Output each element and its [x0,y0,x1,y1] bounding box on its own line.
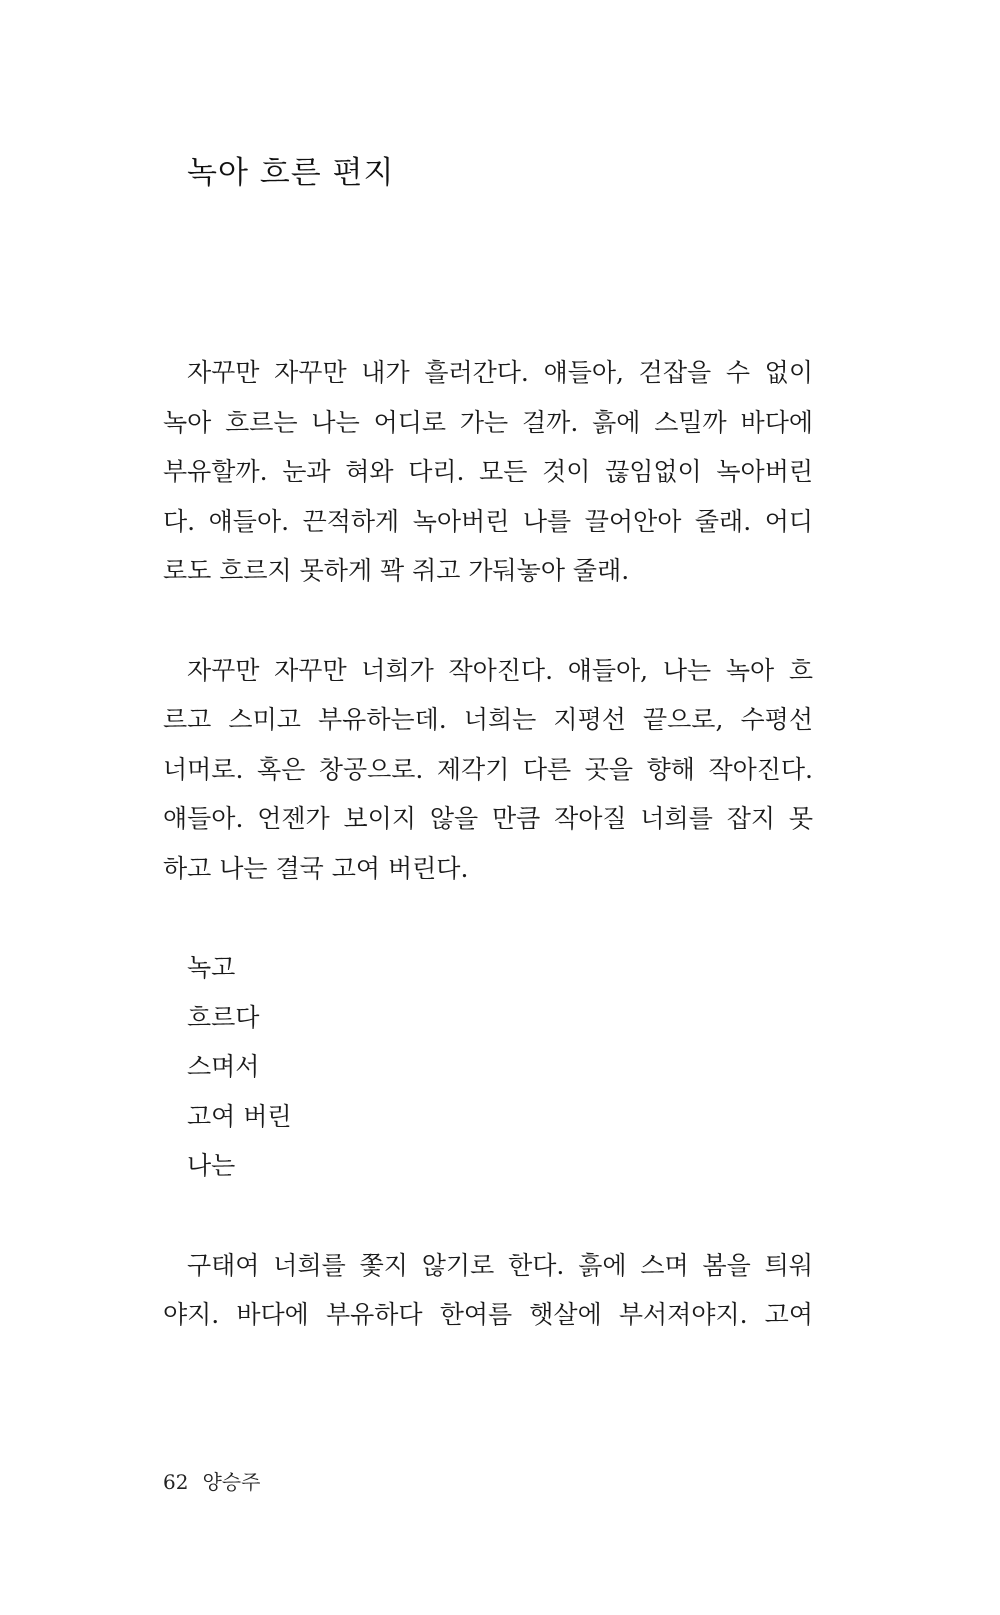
verse-line: 나는 [187,1151,236,1180]
paragraph-gap [163,596,813,646]
paragraph-1 [163,348,813,596]
poem-body [163,348,813,1340]
paragraph-line: 녹아 흐르는 나는 어디로 가는 걸까. 흙에 스밀까 바다에 [163,407,813,437]
paragraph-line: 다. 얘들아. 끈적하게 녹아버린 나를 끌어안아 줄래. 어디 [163,506,813,536]
paragraph-line: 구태여 너희를 쫓지 않기로 한다. 흙에 스며 봄을 틔워 [187,1250,813,1280]
author-name: 양승주 [202,1470,261,1494]
paragraph-line: 야지. 바다에 부유하다 한여름 햇살에 부서져야지. 고여 [163,1300,813,1329]
verse-line: 녹고 [187,953,236,982]
paragraph-line: 르고 스미고 부유하는데. 너희는 지평선 끝으로, 수평선 [163,705,813,734]
paragraph-line: 로도 흐르지 못하게 꽉 쥐고 가둬놓아 줄래. [163,556,630,585]
paragraph-gap [163,1191,813,1241]
paragraph-3 [163,1241,813,1340]
verse-line: 스며서 [187,1052,260,1081]
verse-line: 흐르다 [187,1002,260,1032]
page-footer [163,1468,260,1496]
paragraph-line: 얘들아. 언젠가 보이지 않을 만큼 작아질 너희를 잡지 못 [163,804,813,833]
verse-line: 고여 버린 [187,1101,292,1131]
paragraph-2 [163,646,813,894]
verse-stanza [163,943,813,1191]
paragraph-line: 자꾸만 자꾸만 내가 흘러간다. 얘들아, 걷잡을 수 없이 [187,358,813,387]
page-number: 62 [163,1470,189,1494]
paragraph-line: 부유할까. 눈과 혀와 다리. 모든 것이 끊임없이 녹아버린 [163,457,813,486]
paragraph-line: 너머로. 혹은 창공으로. 제각기 다른 곳을 향해 작아진다. [163,754,813,784]
paragraph-gap [163,893,813,943]
paragraph-line: 하고 나는 결국 고여 버린다. [163,853,469,883]
paragraph-line: 자꾸만 자꾸만 너희가 작아진다. 얘들아, 나는 녹아 흐 [187,655,813,685]
poem-title: 녹아 흐른 편지 [187,155,395,191]
